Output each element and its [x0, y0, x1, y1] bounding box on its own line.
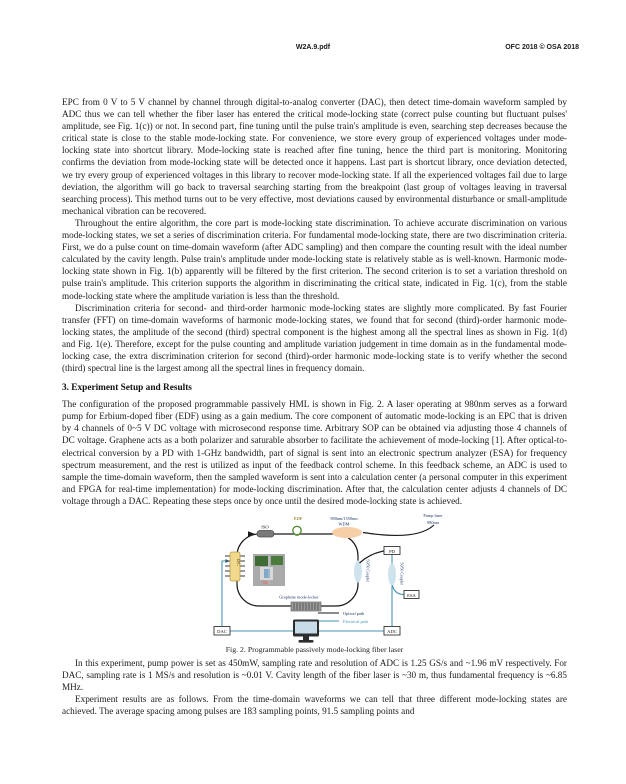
optical-tap-path [360, 551, 385, 563]
paragraph: Experiment results are as follows. From the time-domain waveforms we can tell that three different mode-locking states are achieved. The average spacing among pulses are 183 sampling points, 91.5 sampling points and [62, 694, 567, 717]
pcb-photo-inset [253, 554, 285, 586]
adc-label: ADC [387, 629, 397, 634]
figure-2-diagram [62, 512, 567, 644]
section-heading: 3. Experiment Setup and Results [62, 383, 192, 394]
isolator-icon [257, 531, 274, 538]
electrical-coupler-label: 50/50 Coupler [399, 562, 404, 585]
electrical-coupler-icon [388, 564, 396, 586]
legend-electrical-label: Electrical path [343, 619, 368, 624]
paragraph: EPC from 0 V to 5 V channel by channel through digital-to-analog converter (DAC), then detect time-domain waveform sampled by ADC thus we can tell whether the fiber laser has entered the critical mode-locking state (correct pulse counting but fluctuant pulses' amplitude, see Fig. 1(c)) or not. In second part, fine tuning until the pulse train's amplitude is even, searching step decreases because the critical state is close to the stable mode-locking state. For convenience, we store every group of experienced voltages under mode-locking state into shortcut library. Mode-locking state is reached after fine tuning, hence the third part is monitoring. Monitoring confirms the deviation from mode-locking state will be detected once it happens. Last part is shortcut library, once deviation detected, we try every group of experienced voltages in this library to recover mode-locking state. If all the experienced voltages fail due to large deviation, the algorithm will go back to traversal searching starting from the breakpoint (last group of voltages leaving in traversal searching process). This method turns out to be very effective, most deviations caused by environmental disturbance or small-amplitude mechanical vibration can be recovered. [62, 97, 567, 216]
wdm-label-line2: WDM [338, 521, 350, 527]
figure-caption: Fig. 2. Programmable passively mode-locking fiber laser [225, 645, 404, 654]
esa-label: ESA [407, 592, 416, 598]
epc-label: EPC [236, 559, 240, 566]
wdm-icon [332, 527, 362, 538]
fiber-laser-diagram [212, 512, 482, 644]
paragraph: Throughout the entire algorithm, the core part is mode-locking state discrimination. To achieve accurate discrimination on various mode-locking states, we set a series of discrimination criteria. For fundamental mode-locking state, there are two discrimination criteria. First, we do a pulse count on time-domain waveform (after ADC sampling) and then compare the counting result with the ideal number calculated by the cavity length. Pulse train's amplitude under mode-locking state is relatively stable as is well-known. Harmonic mode-locking state shown in Fig. 1(b) apparently will be filtered by the first criterion. The second criterion is to set a variation threshold on pulse train's amplitude. This criterion supports the algorithm in discriminating the critical state, indicated in Fig. 1(c), from the stable mode-locking state where the amplitude variation is less than the threshold. [62, 217, 567, 301]
pdf-filename: W2A.9.pdf [295, 44, 331, 51]
epc-box [230, 552, 240, 581]
propagation-arrow-icon [248, 531, 255, 536]
legend-optical-label: Optical path [343, 611, 365, 616]
paragraph: The configuration of the proposed programmable passively HML is shown in Fig. 2. A laser operating at 980nm serves as a forward pump for Erbium-doped fiber (EDF) using as a gain medium. The core component of automatic mode-locking is an EPC that is driven by 4 channels of 0~5 V DC voltage with microsecond response time. Arbitrary SOP can be obtained via adjusting those 4 channels of DC voltage. Graphene acts as a both polarizer and saturable absorber to facilitate the achievement of mode-locking [1]. After optical-to-electrical conversion by a PD with 1-GHz bandwidth, part of signal is sent into an electronic spectrum analyzer (ESA) for frequency spectrum measurement, and the rest is utilized as input of the feedback control scheme. In this feedback scheme, an ADC is used to sample the time-domain waveform, then the sampled waveform is sent into a calculation center (a personal computer in this experiment and FPGA for real-time implementation) for mode-locking discrimination. After that, the calculation center adjusts 4 channels of DC voltage through a DAC. Repeating these steps once by once until the desired mode-locking state is achieved. [62, 399, 567, 506]
conference-header: OFC 2018 © OSA 2018 [505, 44, 579, 51]
ring-coupler-icon [354, 561, 362, 583]
pump-fiber-path [363, 525, 434, 535]
page-body [62, 96, 567, 717]
paragraph: In this experiment, pump power is set as 450mW, sampling rate and resolution of ADC is 1.25 GS/s and ~1.96 mV respectively. For DAC, sampling rate is 1 MS/s and resolution is ~0.01 V. Cavity length of the fiber laser is ~30 m, thus fundamental frequency is ~6.85 MHz. [62, 658, 567, 693]
paragraph: Discrimination criteria for second- and third-order harmonic mode-locking states are slightly more complicated. By fast Fourier transfer (FFT) on time-domain waveforms of harmonic mode-locking states, we found that for second (third)-order harmonic mode-locking states, the amplitude of the second (third) spectral component is the highest among all the spectral lines as shown in Fig. 1(d) and Fig. 1(e). Therefore, except for the pulse counting and amplitude variation judgement in time domain as in the fundamental mode-locking case, the extra discrimination criterion for second (third)-order harmonic mode-locking state is to verify whether the second (third) spectral line is the largest among all the spectral lines in frequency domain. [62, 302, 567, 374]
wdm-label-line1: 980nm/1550nm [330, 516, 358, 521]
pump-laser-label-line1: Pump laser [423, 513, 443, 518]
pump-laser-label-line2: 980nm [427, 520, 439, 525]
computer-icon [293, 620, 319, 643]
edf-label: EDF [293, 516, 303, 521]
iso-label: ISO [261, 524, 269, 530]
electrical-line-dac-epc [222, 561, 226, 627]
dac-label: DAC [217, 629, 227, 634]
pd-label: PD [389, 548, 395, 554]
graphene-label: Graphene mode-locker [279, 594, 319, 600]
ring-coupler-label: 50/50 Coupler [365, 559, 370, 582]
